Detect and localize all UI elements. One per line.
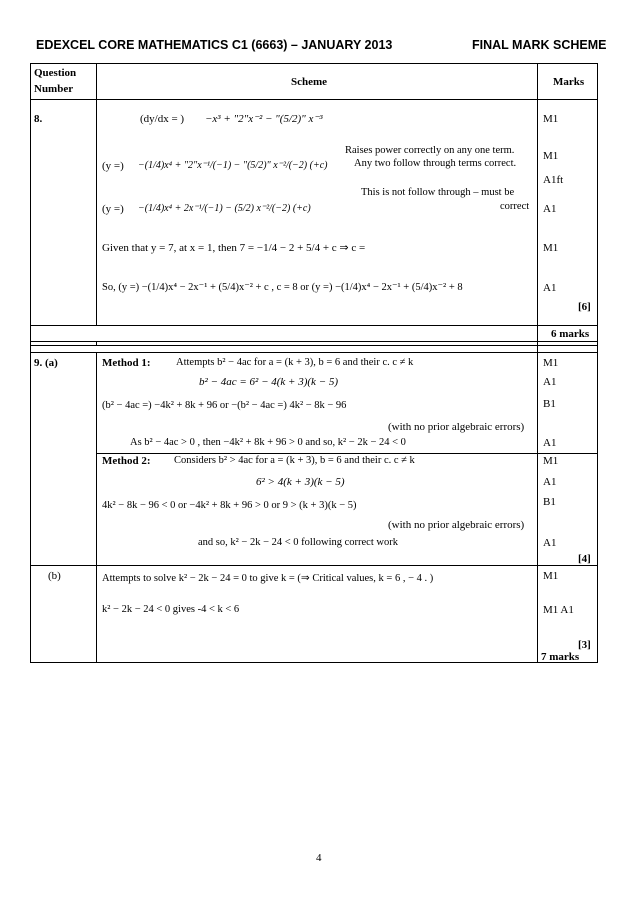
q8-row2-mark-2: A1ft xyxy=(543,174,564,186)
q9-m2-row2-mark: A1 xyxy=(543,476,557,488)
q9-m1-row5: As b² − 4ac > 0 , then −4k² + 8k + 96 > 0 and so, k² − 2k − 24 < 0 xyxy=(130,437,406,448)
q8-row1-lhs: (dy/dx = ) xyxy=(140,113,185,125)
q9-m2-row2: 6² > 4(k + 3)(k − 5) xyxy=(256,476,345,488)
q8-row3-lhs: (y =) xyxy=(102,203,124,215)
q9-m1-row2-mark: A1 xyxy=(543,376,557,388)
q8-row2-lhs: (y =) xyxy=(102,160,124,172)
q9-m2-row3-mark: B1 xyxy=(543,496,556,508)
q9-m1-row1: Attempts b² − 4ac for a = (k + 3), b = 6 and their c. c ≠ k xyxy=(176,357,414,368)
q9-m1-row2: b² − 4ac = 6² − 4(k + 3)(k − 5) xyxy=(199,376,339,388)
document-header-label: FINAL MARK SCHEME xyxy=(472,38,607,52)
q8-row4-mark: M1 xyxy=(543,242,559,254)
q9-m1-row3: (b² − 4ac =) −4k² + 8k + 96 or −(b² − 4ac =) 4k² − 8k − 96 xyxy=(102,400,347,411)
q8-row3-note-1: This is not follow through – must be xyxy=(361,187,515,198)
q8-row2-mark-1: M1 xyxy=(543,150,559,162)
column-header-marks: Marks xyxy=(553,76,585,88)
q8-row3-expression: −(1/4)x⁴ + 2x⁻¹/(−1) − (5/2) x⁻²/(−2) (+c) xyxy=(138,203,311,214)
q9-method1-label: Method 1: xyxy=(102,357,151,369)
q9-m1-row5-mark: A1 xyxy=(543,437,557,449)
question-9a-number: 9. (a) xyxy=(34,357,58,369)
q9-total: 7 marks xyxy=(541,651,580,663)
q8-row1-mark: M1 xyxy=(543,113,559,125)
q9-method2-label: Method 2: xyxy=(102,455,151,467)
column-header-number: Number xyxy=(34,83,74,95)
document-header-title: EDEXCEL CORE MATHEMATICS C1 (6663) – JANUARY 2013 xyxy=(36,38,393,52)
q8-row5-mark: A1 xyxy=(543,282,557,294)
q8-row2-expression: −(1/4)x⁴ + "2"x⁻¹/(−1) − "(5/2)" x⁻²/(−2) (+c) xyxy=(138,160,328,171)
question-9b-label: (b) xyxy=(48,570,61,582)
q9-m2-row5-mark: A1 xyxy=(543,537,557,549)
column-header-question: Question xyxy=(34,67,77,79)
q9-b-row2: k² − 2k − 24 < 0 gives -4 < k < 6 xyxy=(102,604,240,615)
q9-m2-row1: Considers b² > 4ac for a = (k + 3), b = 6 and their c. c ≠ k xyxy=(174,455,415,466)
q8-row5-text: So, (y =) −(1/4)x⁴ − 2x⁻¹ + (5/4)x⁻² + c , c = 8 or (y =) −(1/4)x⁴ − 2x⁻¹ + (5/4)x⁻² + 8 xyxy=(102,282,463,293)
q9-b-row2-mark: M1 A1 xyxy=(543,604,574,616)
q9-m2-row1-mark: M1 xyxy=(543,455,559,467)
q9b-subtotal: [3] xyxy=(578,639,591,651)
q9a-subtotal: [4] xyxy=(578,553,591,565)
q8-row1-expression: −x³ + "2"x⁻² − "(5/2)" x⁻³ xyxy=(205,113,323,125)
q8-row2-note-1: Raises power correctly on any one term. xyxy=(345,145,515,156)
q9-m1-row3-mark: B1 xyxy=(543,398,556,410)
q8-row4-text: Given that y = 7, at x = 1, then 7 = −1/4 − 2 + 5/4 + c ⇒ c = xyxy=(102,242,366,254)
question-8-number: 8. xyxy=(34,113,43,125)
q8-total: 6 marks xyxy=(551,328,590,340)
q8-row3-mark: A1 xyxy=(543,203,557,215)
q9-m2-row4-note: (with no prior algebraic errors) xyxy=(388,519,525,531)
column-header-scheme: Scheme xyxy=(291,76,328,88)
q8-row2-note-2: Any two follow through terms correct. xyxy=(354,158,517,169)
q9-b-row1: Attempts to solve k² − 2k − 24 = 0 to give k = (⇒ Critical values, k = 6 , − 4 . ) xyxy=(102,573,434,584)
q9-m2-row5: and so, k² − 2k − 24 < 0 following correct work xyxy=(198,537,398,548)
q9-m2-row3: 4k² − 8k − 96 < 0 or −4k² + 8k + 96 > 0 or 9 > (k + 3)(k − 5) xyxy=(102,500,357,511)
q8-subtotal: [6] xyxy=(578,301,591,313)
page-number: 4 xyxy=(316,852,322,864)
q9-m1-row4-note: (with no prior algebraic errors) xyxy=(388,421,525,433)
q8-row3-note-2: correct xyxy=(500,201,530,212)
q9-b-row1-mark: M1 xyxy=(543,570,559,582)
q9-m1-row1-mark: M1 xyxy=(543,357,559,369)
